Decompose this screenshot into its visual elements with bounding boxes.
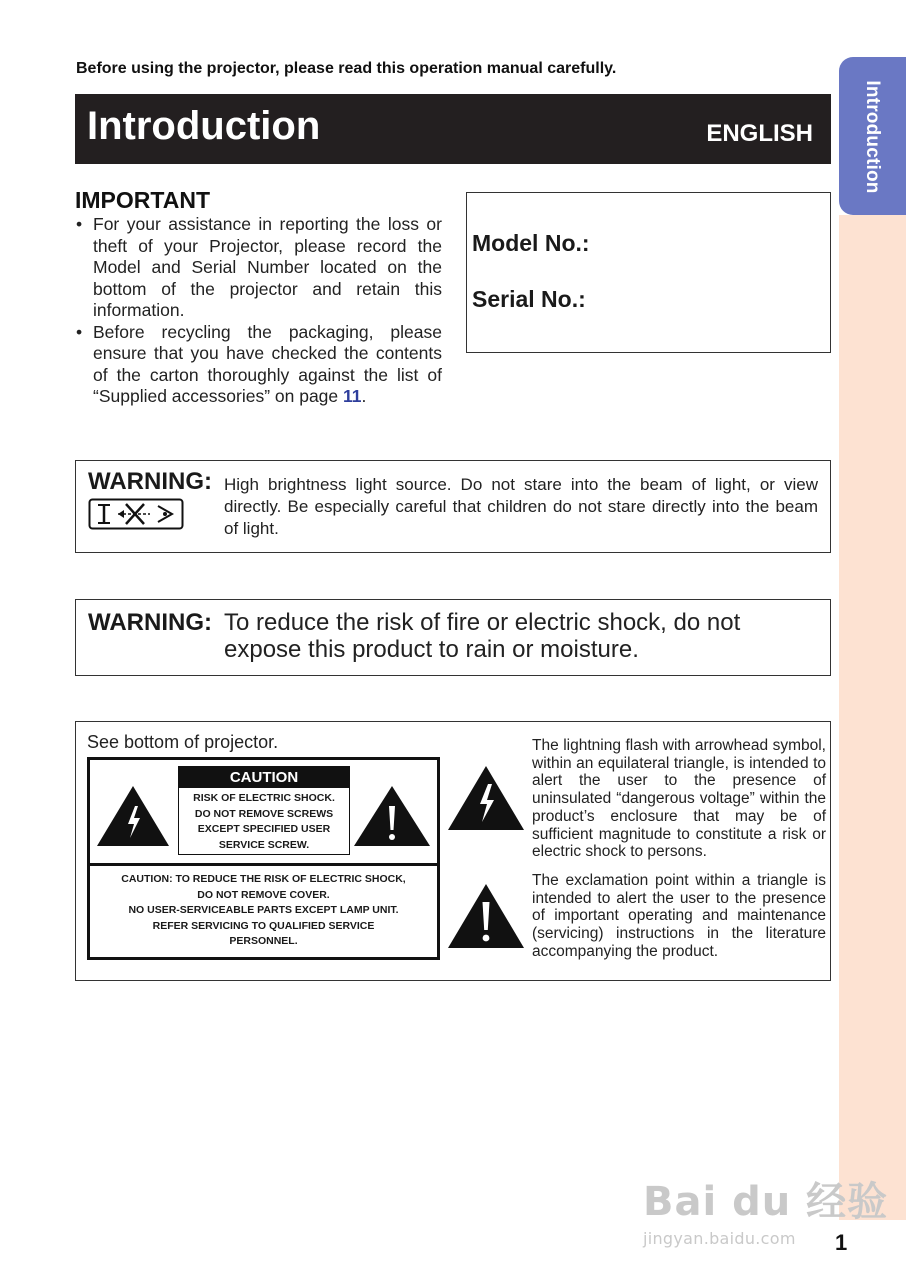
caution-line: DO NOT REMOVE COVER. (197, 888, 330, 901)
side-strip (839, 215, 906, 1220)
side-tab-label: Introduction (862, 80, 883, 194)
sentence-end: . (361, 386, 367, 406)
see-bottom-note: See bottom of projector. (87, 732, 279, 752)
read-manual-note: Before using the projector, please read this operation manual carefully. (76, 60, 617, 77)
lightning-warning-icon (95, 784, 171, 853)
caution-line: REFER SERVICING TO QUALIFIED SERVICE (152, 919, 375, 932)
important-item-text: For your assistance in reporting the loss or theft of your Projector, please record the Model and Serial Number located on the bottom of the projector and retain this information. (93, 214, 442, 320)
bullet: • (76, 214, 83, 234)
bullet: • (76, 321, 83, 342)
language-label: ENGLISH (706, 120, 813, 147)
page-reference-link[interactable]: 11 (343, 386, 362, 406)
warning-label: WARNING: (88, 468, 212, 495)
caution-line: PERSONNEL. (229, 935, 298, 947)
list-item (76, 214, 442, 322)
exclamation-warning-icon (352, 784, 432, 853)
caution-line: CAUTION: TO REDUCE THE RISK OF ELECTRIC SHOCK, (121, 873, 406, 885)
caution-heading: CAUTION (179, 767, 349, 788)
important-heading: IMPORTANT (75, 187, 211, 213)
exclamation-triangle-icon (446, 882, 526, 955)
caution-line: NO USER-SERVICEABLE PARTS EXCEPT LAMP UNIT. (128, 904, 399, 916)
watermark (643, 1170, 888, 1248)
watermark-logo-text: Bai du 经验 (643, 1179, 889, 1225)
page-title: Introduction (87, 104, 321, 148)
title-bar (75, 94, 831, 164)
model-serial-box (466, 192, 831, 353)
warning-light-text: High brightness light source. Do not stare into the beam of light, or view directly. Be especially careful that children do not stare directly into the beam of light. (224, 475, 818, 538)
lightning-triangle-icon (446, 764, 526, 837)
warning-fire-box (75, 599, 831, 676)
warning-label: WARNING: (88, 609, 212, 636)
no-stare-into-beam-icon (88, 498, 184, 535)
caution-line: DO NOT REMOVE SCREWS (194, 807, 334, 820)
exclamation-description: The exclamation point within a triangle is intended to alert the user to the presence of important operating and maintenance (servicing) instructions in the literature accompanying the product. (532, 872, 826, 960)
caution-text (179, 791, 349, 853)
important-list (76, 214, 442, 408)
caution-line: EXCEPT SPECIFIED USER (197, 823, 331, 835)
caution-line: SERVICE SCREW. (218, 838, 310, 851)
warning-fire-text: To reduce the risk of fire or electric shock, do not expose this product to rain or moisture. (224, 609, 741, 663)
divider (90, 863, 437, 866)
watermark-url: jingyan.baidu.com (643, 1229, 796, 1248)
list-item (76, 322, 442, 408)
warning-light-box (75, 460, 831, 553)
caution-label-panel (87, 757, 440, 960)
serial-number-label: Serial No.: (472, 286, 586, 312)
caution-box (178, 766, 350, 855)
caution-line: RISK OF ELECTRIC SHOCK. (193, 792, 335, 804)
page-number: 1 (835, 1230, 848, 1255)
model-number-label: Model No.: (472, 230, 590, 256)
lightning-description: The lightning flash with arrowhead symbol, within an equilateral triangle, is intended to alert the user to the presence of uninsulated “dangerous voltage” within the product’s enclosure that may be of sufficient magnitude to constitute a risk or electric shock to persons. (532, 737, 826, 861)
side-tab-introduction[interactable] (839, 57, 906, 215)
safety-symbols-box (75, 721, 831, 981)
caution-cover-text (90, 872, 437, 950)
important-item-text: Before recycling the packaging, please ensure that you have checked the contents of the carton thoroughly against the list of “Supplied accessories” on page (93, 321, 442, 406)
